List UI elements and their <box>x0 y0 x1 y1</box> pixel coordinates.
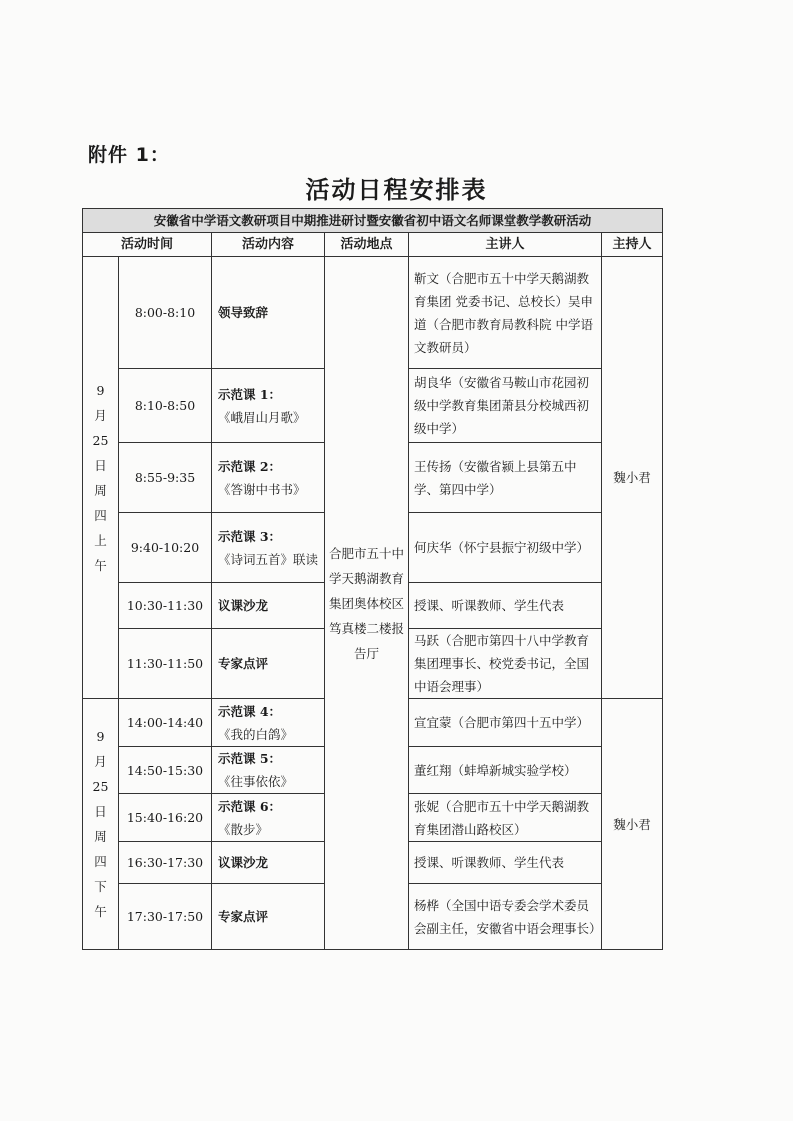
document-title: 活动日程安排表 <box>305 175 488 204</box>
speaker-cell: 王传扬（安徽省颍上县第五中学、第四中学） <box>409 443 602 513</box>
speaker-cell: 张妮（合肥市五十中学天鹅湖教育集团潜山路校区） <box>409 794 602 842</box>
annex-label: 附件 1： <box>88 144 170 166</box>
content-subtitle: 《我的白鸽》 <box>218 726 294 742</box>
content-title: 示范课 4： <box>218 703 282 719</box>
host-morning: 魏小君 <box>602 257 663 699</box>
time-cell: 10:30-11:30 <box>119 583 212 629</box>
content-subtitle: 《答谢中书书》 <box>218 481 306 497</box>
header-time: 活动时间 <box>83 233 212 257</box>
content-title: 示范课 6： <box>218 798 282 814</box>
speaker-cell: 胡良华（安徽省马鞍山市花园初级中学教育集团萧县分校城西初级中学） <box>409 369 602 443</box>
content-cell <box>212 842 325 884</box>
table-row <box>83 257 663 369</box>
content-cell <box>212 747 325 794</box>
time-cell: 14:50-15:30 <box>119 747 212 794</box>
speaker-cell: 宣宜蒙（合肥市第四十五中学） <box>409 699 602 747</box>
content-cell <box>212 699 325 747</box>
header-host: 主持人 <box>602 233 663 257</box>
header-content: 活动内容 <box>212 233 325 257</box>
host-afternoon: 魏小君 <box>602 699 663 950</box>
speaker-cell: 授课、听课教师、学生代表 <box>409 842 602 884</box>
content-cell <box>212 369 325 443</box>
speaker-cell: 何庆华（怀宁县振宁初级中学） <box>409 513 602 583</box>
content-title: 专家点评 <box>218 656 269 671</box>
schedule-table <box>82 208 663 950</box>
time-cell: 8:55-9:35 <box>119 443 212 513</box>
time-cell: 14:00-14:40 <box>119 699 212 747</box>
content-cell <box>212 583 325 629</box>
content-title: 示范课 2： <box>218 458 282 474</box>
content-subtitle: 《往事依依》 <box>218 774 294 789</box>
speaker-cell: 董红翔（蚌埠新城实验学校） <box>409 747 602 794</box>
speaker-cell: 授课、听课教师、学生代表 <box>409 583 602 629</box>
content-cell <box>212 629 325 699</box>
content-subtitle: 《散步》 <box>218 821 269 837</box>
speaker-cell: 杨桦（全国中语专委会学术委员会副主任，安徽省中语会理事长） <box>409 884 602 950</box>
content-title: 议课沙龙 <box>218 855 269 870</box>
speaker-cell: 马跃（合肥市第四十八中学教育集团理事长、校党委书记，全国中语会理事） <box>409 629 602 699</box>
time-cell: 8:10-8:50 <box>119 369 212 443</box>
content-cell <box>212 794 325 842</box>
speaker-cell: 靳文（合肥市五十中学天鹅湖教育集团 党委书记、总校长）吴申道（合肥市教育局教科院 中学语文教研员） <box>409 257 602 369</box>
time-cell: 17:30-17:50 <box>119 884 212 950</box>
content-cell <box>212 513 325 583</box>
time-cell: 8:00-8:10 <box>119 257 212 369</box>
time-cell: 15:40-16:20 <box>119 794 212 842</box>
session-day-morning: 9月25日周四上午 <box>83 257 119 699</box>
header-venue: 活动地点 <box>325 233 409 257</box>
content-cell <box>212 884 325 950</box>
content-title: 示范课 1： <box>218 386 282 402</box>
content-title: 示范课 3： <box>218 528 282 544</box>
session-day-afternoon: 9月25日周四下午 <box>83 699 119 950</box>
venue-cell: 合肥市五十中学天鹅湖教育集团奥体校区笃真楼二楼报告厅 <box>325 257 409 950</box>
time-cell: 9:40-10:20 <box>119 513 212 583</box>
content-title: 议课沙龙 <box>218 598 269 613</box>
content-cell <box>212 443 325 513</box>
content-cell <box>212 257 325 369</box>
content-subtitle: 《诗词五首》联读 <box>218 551 319 567</box>
content-title: 专家点评 <box>218 909 269 924</box>
content-title: 领导致辞 <box>218 305 269 320</box>
time-cell: 11:30-11:50 <box>119 629 212 699</box>
content-title: 示范课 5： <box>218 751 282 766</box>
event-banner: 安徽省中学语文教研项目中期推进研讨暨安徽省初中语文名师课堂教学教研活动 <box>83 209 663 233</box>
content-subtitle: 《峨眉山月歌》 <box>218 409 306 425</box>
time-cell: 16:30-17:30 <box>119 842 212 884</box>
header-speaker: 主讲人 <box>409 233 602 257</box>
